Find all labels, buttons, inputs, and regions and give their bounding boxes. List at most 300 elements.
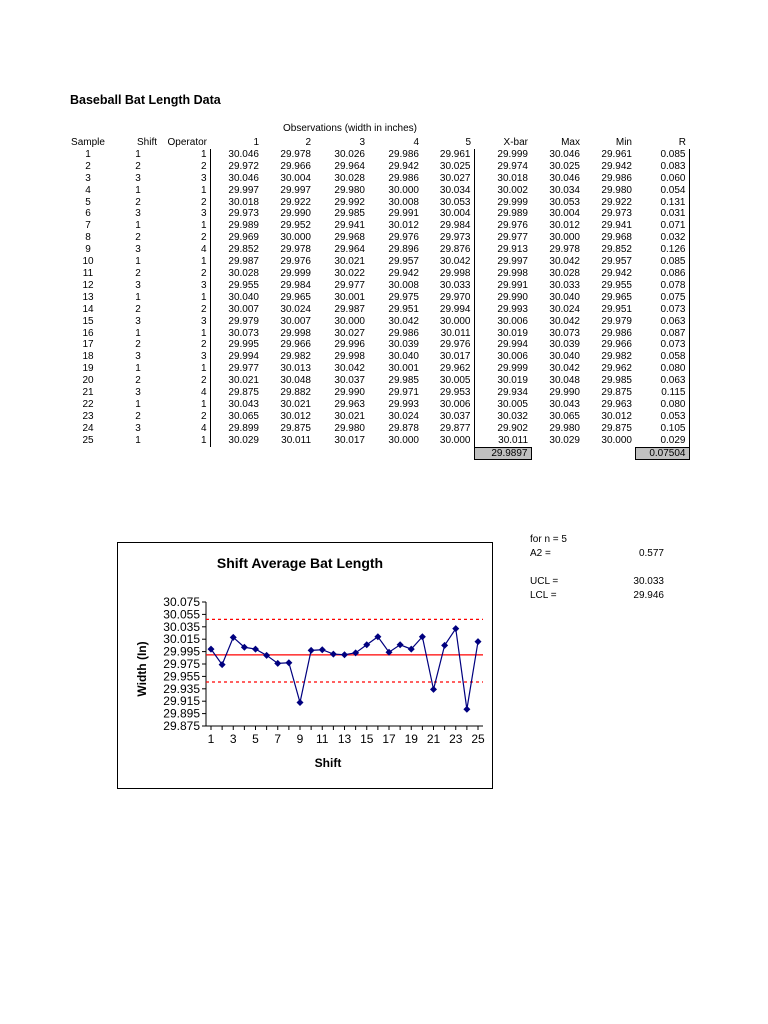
table-row [60,304,689,316]
table-cell: 3 [135,351,141,363]
x-tick-label: 9 [296,732,304,746]
table-cell: 30.006 [422,399,474,411]
table-cell: 29.941 [601,220,632,232]
table-cell: 0.032 [635,232,689,244]
table-cell: 29.951 [388,303,419,315]
table-cell: 29.942 [601,267,632,279]
table-cell: 29.995 [228,339,259,351]
table-cell: 29.913 [497,244,528,256]
table-cell: 0.080 [635,399,689,411]
table-cell: 29.962 [422,363,474,375]
table-cell: 1 [135,184,141,196]
plot-area [163,595,485,746]
table-cell: 1 [160,292,210,304]
table-cell: 3 [160,280,210,292]
table-cell: 29.991 [388,208,419,220]
table-cell: 29.987 [228,256,259,268]
x-tick-label: 5 [252,732,259,746]
table-cell: 1 [160,185,210,197]
table-cell: 30.017 [334,434,365,446]
x-tick-label: 3 [229,732,237,746]
table-cell: 29.963 [601,398,632,410]
table-cell: 3 [135,387,141,399]
table-cell: 29.986 [388,148,419,160]
table-cell: 29.980 [334,422,365,434]
table-cell: 29.961 [422,149,474,161]
y-tick-label: 30.035 [163,619,200,634]
table-cell: 29.876 [422,244,474,256]
table-cell: 4 [160,244,210,256]
table-cell: 3 [135,279,141,291]
table-cell: 30.012 [601,410,632,422]
table-cell: 30.006 [497,351,528,363]
column-header: 2 [305,137,311,148]
table-cell: 16 [82,327,94,339]
table-cell: 14 [82,303,94,315]
table-cell: 30.022 [334,267,365,279]
table-cell: 23 [82,410,94,422]
table-cell: 0.071 [635,220,689,232]
observations-header: Observations (width in inches) [283,123,417,134]
table-cell: 30.053 [549,196,580,208]
table-row [60,399,689,411]
table-cell: 30.019 [497,327,528,339]
table-cell: 1 [160,149,210,161]
table-cell: 30.042 [334,363,365,375]
table-cell: 3 [160,316,210,328]
table-cell: 2 [135,160,141,172]
table-cell: 29.875 [228,387,259,399]
table-cell: 0.131 [635,197,689,209]
table-cell: 29.969 [228,232,259,244]
table-cell: 30.021 [228,375,259,387]
table-cell: 30.018 [497,172,528,184]
table-cell: 30.000 [422,316,474,328]
table-cell: 29.941 [334,220,365,232]
table-cell: 30.033 [549,279,580,291]
column-header: Operator [167,137,207,148]
table-cell: 25 [82,434,94,446]
x-tick-label: 21 [426,732,441,746]
y-tick-label: 29.875 [163,719,200,733]
series-line [211,629,478,710]
column-header: R [678,137,686,148]
xbar-grand-mean: 29.9897 [474,447,531,460]
table-cell: 30.017 [422,351,474,363]
column-header: 5 [465,137,471,148]
table-cell: 30.042 [549,256,580,268]
table-row [60,185,689,197]
table-cell: 29.989 [228,220,259,232]
table-cell: 30.001 [334,291,365,303]
table-cell: 29.993 [497,303,528,315]
table-cell: 2 [135,267,141,279]
table-row [60,387,689,399]
table-cell: 30.029 [228,434,259,446]
table-cell: 29.992 [334,196,365,208]
lcl-value: 29.946 [633,590,664,601]
table-cell: 30.048 [280,375,311,387]
table-cell: 0.053 [635,411,689,423]
table-cell: 29.964 [334,244,365,256]
table-cell: 29.974 [497,160,528,172]
table-cell: 13 [82,291,94,303]
table-cell: 29.982 [601,351,632,363]
data-point-marker [463,706,470,713]
table-cell: 30.004 [422,208,474,220]
table-cell: 30.024 [549,303,580,315]
table-cell: 29.993 [388,398,419,410]
table-cell: 29.994 [422,304,474,316]
table-cell: 30.024 [388,410,419,422]
chart-title: Shift Average Bat Length [216,555,384,571]
table-cell: 30.025 [422,161,474,173]
table-cell: 0.085 [635,256,689,268]
table-cell: 30.042 [549,363,580,375]
table-cell: 2 [160,197,210,209]
table-cell: 29.986 [601,327,632,339]
data-point-marker [308,647,315,654]
table-cell: 29.986 [388,327,419,339]
table-cell: 29.955 [601,279,632,291]
table-cell: 2 [135,339,141,351]
table-cell: 0.058 [635,351,689,363]
table-cell: 29.976 [280,256,311,268]
table-cell: 4 [85,184,91,196]
table-cell: 29.977 [334,279,365,291]
table-cell: 30.021 [334,256,365,268]
table-cell: 2 [160,232,210,244]
table-cell: 29.990 [280,208,311,220]
data-point-marker [330,651,337,658]
table-cell: 29.965 [280,291,311,303]
table-cell: 2 [135,196,141,208]
table-cell: 30.000 [388,184,419,196]
table-row [60,161,689,173]
table-row [60,244,689,256]
y-tick-label: 29.935 [163,681,200,696]
table-cell: 29.966 [280,339,311,351]
lcl-label: LCL = [530,590,557,601]
table-cell: 29.968 [334,232,365,244]
table-cell: 29.996 [334,339,365,351]
table-cell: 29.997 [497,256,528,268]
table-cell: 30.042 [422,256,474,268]
table-cell: 0.029 [635,435,689,447]
table-cell: 30.011 [498,434,528,446]
data-point-marker [252,646,259,653]
table-cell: 10 [82,256,94,268]
table-cell: 29.934 [497,387,528,399]
summary-row [60,447,689,460]
table-cell: 4 [160,387,210,399]
table-cell: 1 [160,256,210,268]
table-cell: 30.039 [549,339,580,351]
empty-cell [314,447,368,460]
table-cell: 29.979 [228,315,259,327]
table-cell: 30.019 [497,375,528,387]
table-cell: 29.957 [388,256,419,268]
table-cell: 0.085 [635,149,689,161]
table-cell: 29.877 [422,423,474,435]
table-cell: 30.065 [549,410,580,422]
xbar-control-chart [117,542,493,789]
table-cell: 5 [85,196,91,208]
table-cell: 29.999 [497,148,528,160]
table-cell: 1 [160,328,210,340]
table-cell: 0.073 [635,304,689,316]
table-cell: 29.989 [497,208,528,220]
table-cell: 29.985 [601,375,632,387]
table-cell: 30.007 [228,303,259,315]
table-cell: 29.972 [228,160,259,172]
table-cell: 29.978 [549,244,580,256]
table-cell: 30.005 [422,375,474,387]
table-cell: 30.073 [228,327,259,339]
column-header: Shift [136,137,157,148]
table-cell: 29.965 [601,291,632,303]
table-cell: 30.029 [549,434,580,446]
table-cell: 1 [160,399,210,411]
document-title: Baseball Bat Length Data [70,93,221,107]
table-row [60,149,689,161]
table-cell: 29.990 [549,387,580,399]
table-cell: 30.026 [334,148,365,160]
table-row [60,208,689,220]
table-cell: 2 [160,411,210,423]
table-cell: 29.998 [422,268,474,280]
x-tick-label: 11 [316,732,329,746]
table-cell: 1 [135,327,141,339]
table-cell: 2 [135,410,141,422]
table-cell: 30.028 [228,267,259,279]
table-row [60,435,689,447]
table-cell: 1 [160,220,210,232]
table-cell: 29.998 [497,267,528,279]
table-cell: 29.979 [601,315,632,327]
table-cell: 29.942 [388,267,419,279]
table-cell: 30.040 [549,291,580,303]
table-cell: 2 [160,161,210,173]
empty-cell [422,447,474,460]
table-row [60,339,689,351]
table-cell: 30.034 [422,185,474,197]
empty-cell [262,447,314,460]
table-cell: 30.021 [280,398,311,410]
table-cell: 30.002 [497,184,528,196]
empty-cell [116,447,160,460]
table-cell: 29.975 [388,291,419,303]
table-cell: 21 [82,387,94,399]
table-cell: 0.086 [635,268,689,280]
table-cell: 29.997 [280,184,311,196]
table-cell: 30.004 [280,172,311,184]
table-cell: 30.012 [549,220,580,232]
table-cell: 1 [135,256,141,268]
table-cell: 3 [85,172,91,184]
table-cell: 0.075 [635,292,689,304]
table-cell: 30.043 [549,398,580,410]
table-row [60,411,689,423]
table-cell: 29.976 [422,339,474,351]
table-cell: 1 [135,398,141,410]
x-tick-label: 23 [449,732,463,746]
table-cell: 29.994 [228,351,259,363]
table-cell: 30.046 [549,148,580,160]
table-cell: 2 [135,303,141,315]
column-header: Sample [71,137,105,148]
table-cell: 30.040 [228,291,259,303]
table-cell: 29.982 [280,351,311,363]
table-cell: 29.902 [497,422,528,434]
table-cell: 30.040 [388,351,419,363]
table-cell: 29.999 [280,267,311,279]
table-cell: 6 [85,208,91,220]
table-cell: 30.032 [497,410,528,422]
table-cell: 0.126 [635,244,689,256]
table-cell: 2 [135,232,141,244]
table-cell: 1 [85,148,91,160]
for-n-label: for n = 5 [530,534,567,545]
table-cell: 29.980 [601,184,632,196]
table-cell: 29.994 [497,339,528,351]
table-cell: 22 [82,398,94,410]
column-header: Min [615,137,632,148]
table-row [60,316,689,328]
table-cell: 0.115 [635,387,689,399]
table-cell: 29.899 [228,422,259,434]
table-cell: 29.999 [497,196,528,208]
table-cell: 30.008 [388,279,419,291]
table-cell: 3 [135,244,141,256]
data-point-marker [285,659,292,666]
empty-cell [210,447,262,460]
table-cell: 30.065 [228,410,259,422]
table-cell: 29.999 [497,363,528,375]
table-cell: 29.985 [388,375,419,387]
table-cell: 30.012 [388,220,419,232]
table-cell: 29.962 [601,363,632,375]
x-tick-label: 17 [382,732,396,746]
table-row [60,197,689,209]
table-cell: 1 [135,434,141,446]
table-row [60,375,689,387]
table-cell: 0.087 [635,328,689,340]
table-cell: 30.013 [280,363,311,375]
table-cell: 30.011 [422,328,474,340]
y-tick-label: 29.895 [163,706,200,721]
table-cell: 1 [160,363,210,375]
table-row [60,351,689,363]
table-cell: 30.000 [601,434,632,446]
table-row [60,280,689,292]
ucl-value: 30.033 [633,576,664,587]
table-cell: 30.073 [549,327,580,339]
table-row [60,268,689,280]
empty-cell [531,447,583,460]
table-row [60,256,689,268]
table-cell: 29.957 [601,256,632,268]
table-cell: 2 [160,268,210,280]
table-cell: 1 [135,220,141,232]
table-cell: 3 [135,208,141,220]
data-point-marker [297,699,304,706]
table-cell: 30.043 [228,398,259,410]
table-cell: 2 [160,304,210,316]
table-cell: 30.024 [280,303,311,315]
table-cell: 15 [82,315,94,327]
table-cell: 17 [82,339,94,351]
table-cell: 30.033 [422,280,474,292]
table-cell: 0.078 [635,280,689,292]
table-cell: 2 [135,375,141,387]
table-cell: 29.922 [280,196,311,208]
table-cell: 29.875 [601,387,632,399]
empty-cell [160,447,210,460]
x-tick-label: 13 [337,732,352,746]
chart-y-axis-label: Width (In) [135,641,149,697]
table-cell: 0.105 [635,423,689,435]
column-header: 3 [359,137,365,148]
table-cell: 30.040 [549,351,580,363]
table-cell: 0.060 [635,173,689,185]
table-cell: 0.063 [635,375,689,387]
x-tick-label: 19 [404,732,418,746]
table-cell: 29.882 [280,387,311,399]
table-cell: 29.973 [422,232,474,244]
empty-cell [583,447,635,460]
table-cell: 30.028 [334,172,365,184]
table-cell: 0.054 [635,185,689,197]
table-cell: 29.942 [601,160,632,172]
table-row [60,173,689,185]
table-cell: 30.027 [334,327,365,339]
r-bar: 0.07504 [635,447,689,460]
table-cell: 3 [135,422,141,434]
table-cell: 2 [85,160,91,172]
table-cell: 30.007 [280,315,311,327]
data-point-marker [452,625,459,632]
table-cell: 8 [85,232,91,244]
table-cell: 30.046 [549,172,580,184]
table-cell: 20 [82,375,94,387]
table-cell: 30.000 [334,315,365,327]
y-tick-label: 29.955 [163,669,200,684]
table-cell: 30.046 [228,148,259,160]
table-cell: 2 [160,339,210,351]
table-cell: 29.852 [228,244,259,256]
table-cell: 30.039 [388,339,419,351]
y-tick-label: 30.055 [163,607,200,622]
bat-length-table [60,137,690,460]
table-cell: 30.018 [228,196,259,208]
y-tick-label: 30.015 [163,632,200,647]
table-cell: 1 [135,291,141,303]
column-header: 4 [413,137,419,148]
table-cell: 29.977 [228,363,259,375]
table-cell: 1 [135,148,141,160]
x-tick-label: 25 [471,732,485,746]
table-cell: 30.025 [549,160,580,172]
table-cell: 30.000 [549,232,580,244]
table-cell: 30.021 [334,410,365,422]
table-row [60,220,689,232]
table-cell: 29.976 [497,220,528,232]
table-cell: 29.971 [388,387,419,399]
y-tick-label: 29.915 [163,694,200,709]
table-cell: 29.968 [601,232,632,244]
table-cell: 29.875 [280,422,311,434]
